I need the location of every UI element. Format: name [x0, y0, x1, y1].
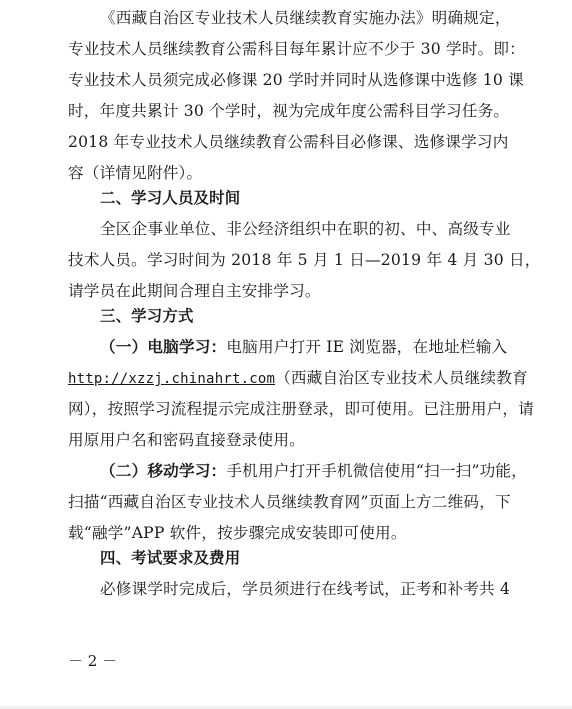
- paragraph-line: 载“融学”APP 软件，按步骤完成安装即可使用。: [68, 524, 407, 542]
- page-number: － 2 －: [68, 652, 118, 670]
- paragraph-text: （西藏自治区专业技术人员继续教育: [275, 369, 528, 387]
- paragraph-line: 用原用户名和密码直接登录使用。: [68, 431, 305, 449]
- paragraph-line: 专业技术人员继续教育公需科目每年累计应不少于 30 学时。即：: [68, 40, 525, 58]
- paragraph-line: 时，年度共累计 30 个学时，视为完成年度公需科目学习任务。: [68, 102, 510, 120]
- subsection-lead: （一）电脑学习：: [100, 338, 227, 356]
- paragraph-line: 网），按照学习流程提示完成注册登录，即可使用。已注册用户，请: [68, 400, 535, 418]
- paragraph-line: [100, 337, 507, 357]
- paragraph-line: [100, 461, 527, 481]
- paragraph-line: 扫描“西藏自治区专业技术人员继续教育网”页面上方二维码，下: [68, 493, 511, 511]
- paragraph-line: 《西藏自治区专业技术人员继续教育实施办法》明确规定，: [100, 9, 511, 27]
- paragraph-line: 请学员在此期间合理自主安排学习。: [68, 282, 321, 300]
- paragraph-text: 电脑用户打开 IE 浏览器，在地址栏输入: [226, 338, 508, 356]
- website-link[interactable]: http://xzzj.chinahrt.com: [68, 371, 276, 387]
- subsection-lead: （二）移动学习：: [100, 462, 227, 480]
- paragraph-line: 专业技术人员须完成必修课 20 学时并同时从选修课中选修 10 课: [68, 71, 524, 89]
- paragraph-line: 技术人员。学习时间为 2018 年 5 月 1 日—2019 年 4 月 30 日，: [68, 251, 541, 269]
- paragraph-text: 手机用户打开手机微信使用“扫一扫”功能，: [226, 462, 527, 480]
- section-heading: 三、学习方式: [100, 307, 194, 325]
- section-heading: 二、学习人员及时间: [100, 189, 241, 207]
- section-heading: 四、考试要求及费用: [100, 549, 241, 567]
- paragraph-line: 必修课学时完成后，学员须进行在线考试，正考和补考共 4: [100, 580, 511, 598]
- paragraph-line: 2018 年专业技术人员继续教育公需科目必修课、选修课学习内: [68, 133, 509, 151]
- paragraph-line: [68, 368, 528, 389]
- paragraph-line: 容（详情见附件）。: [68, 164, 203, 182]
- paragraph-line: 全区企事业单位、非公经济组织中在职的初、中、高级专业: [100, 220, 511, 238]
